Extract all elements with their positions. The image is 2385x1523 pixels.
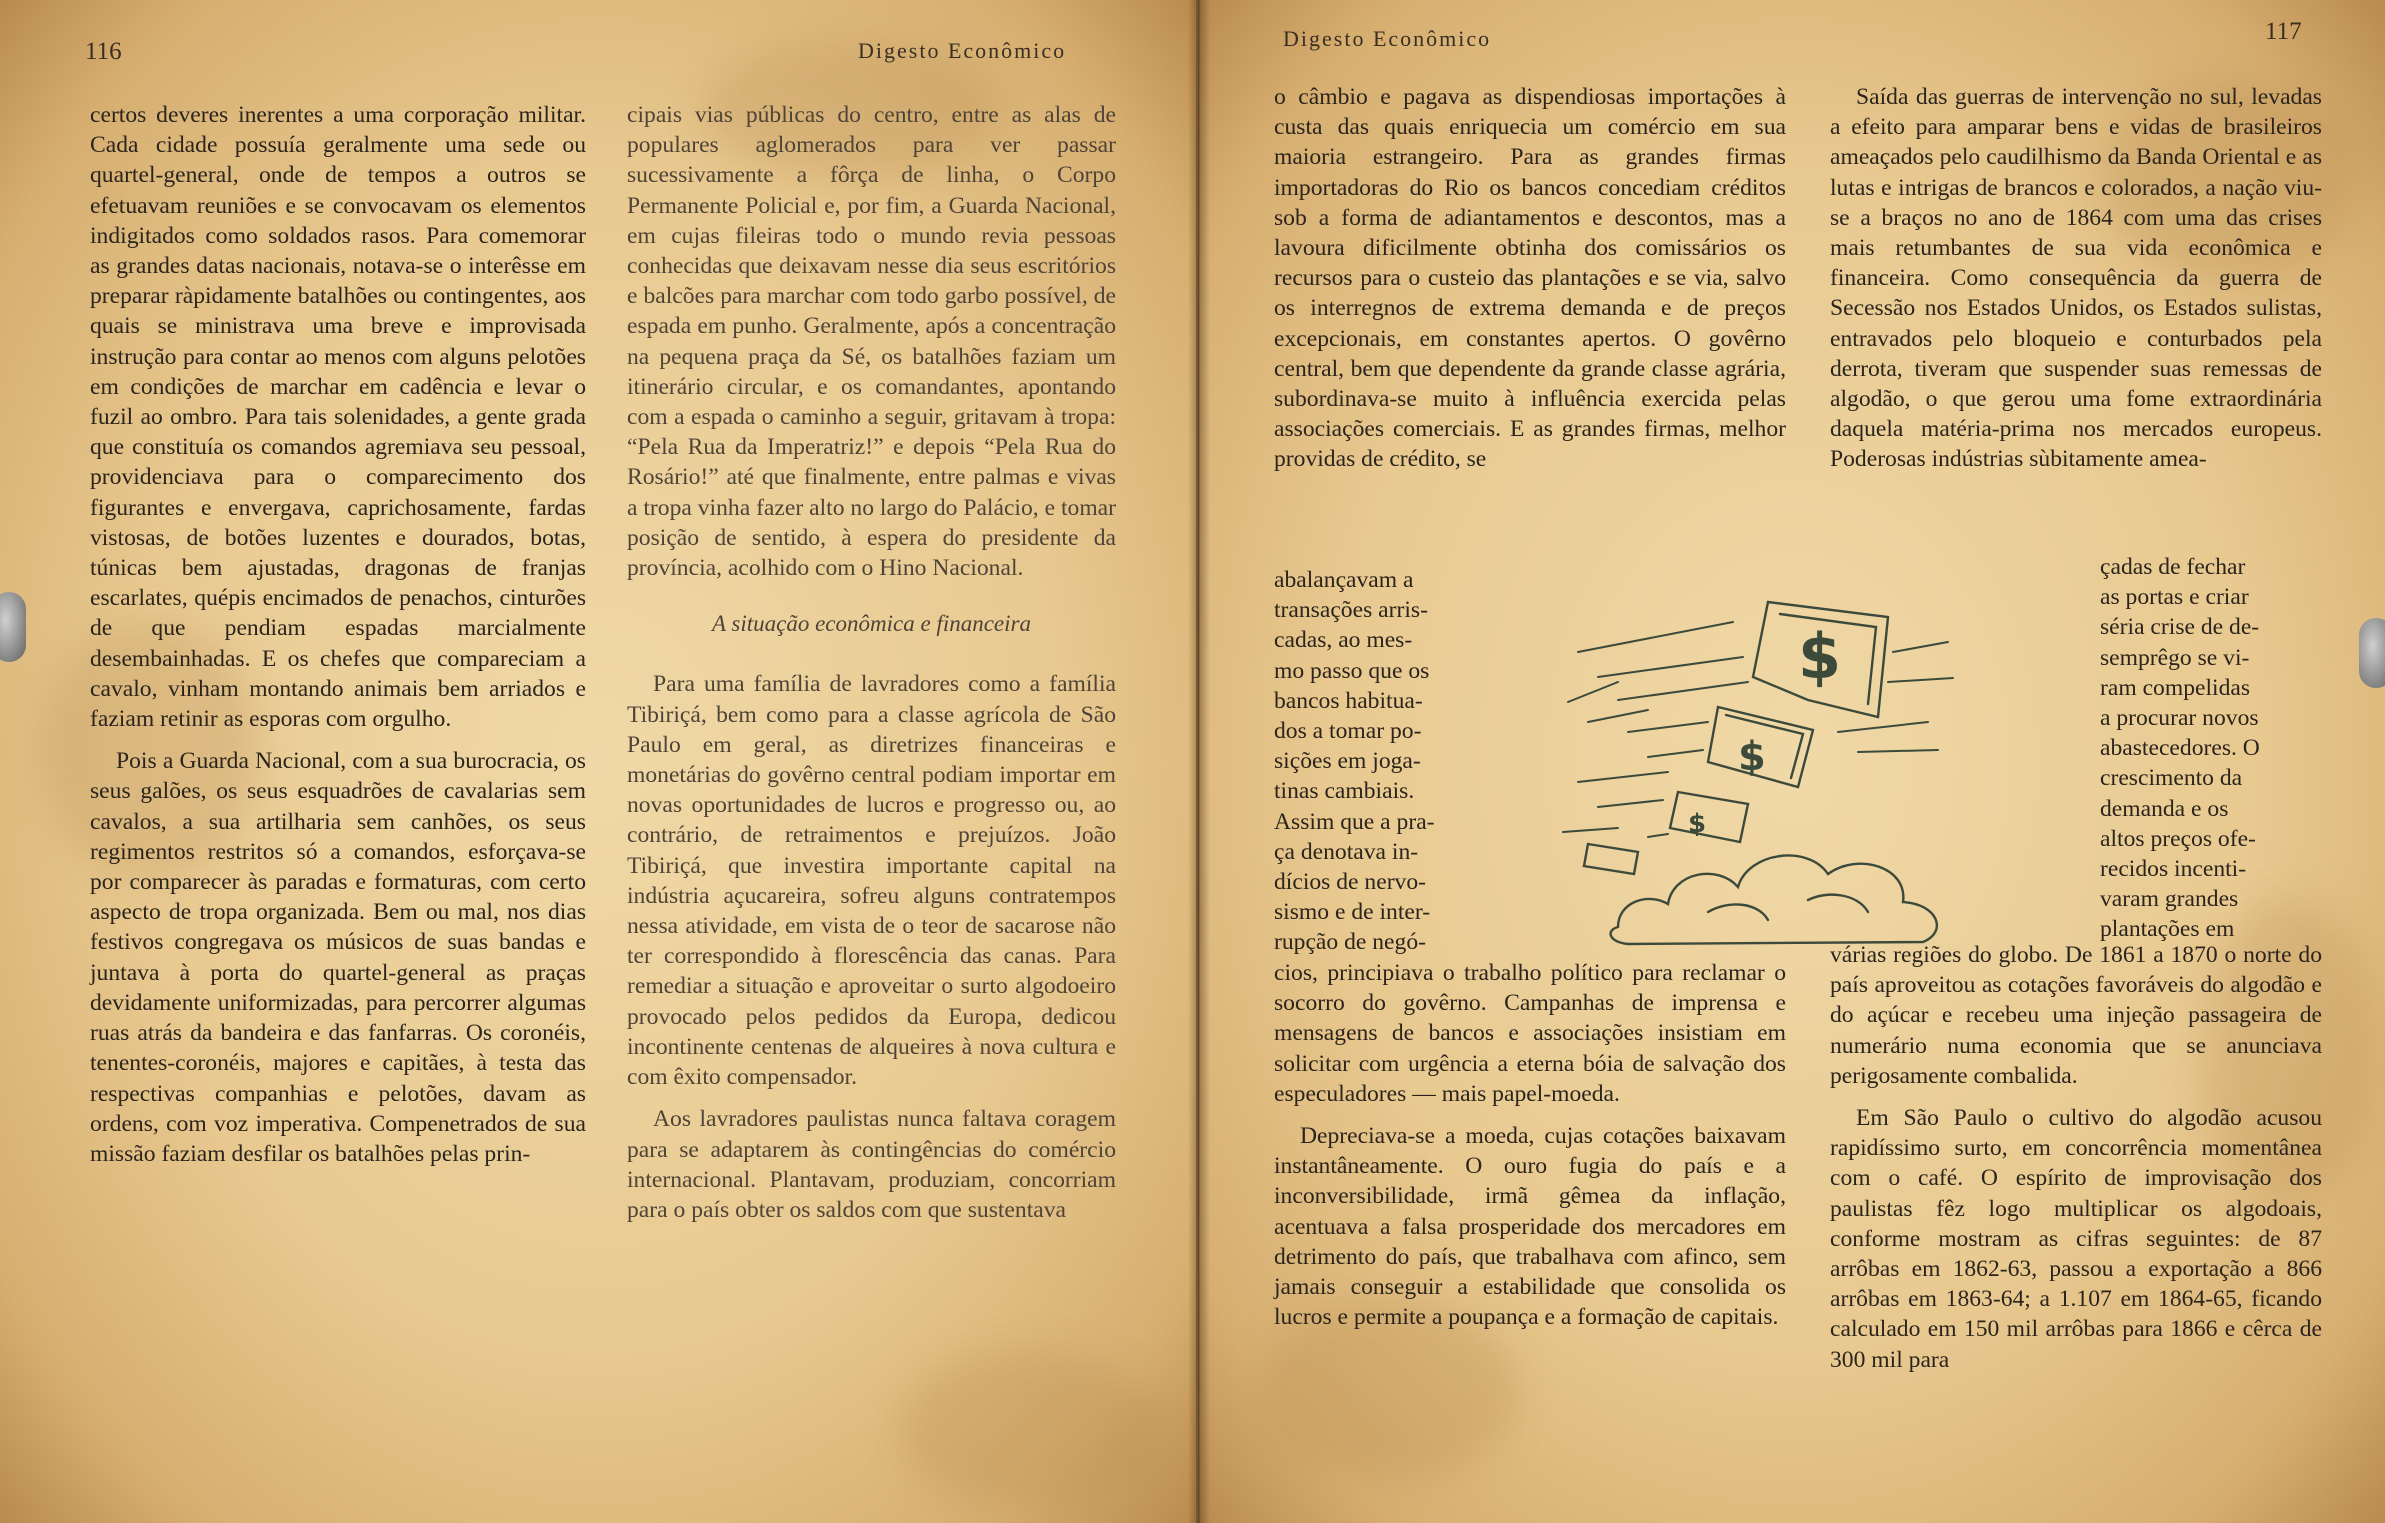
paragraph: certos deveres inerentes a uma corporação militar. Cada cidade possuía geralmente uma sede ou quartel-general, onde de tempos a outros se efetuavam reuniões e se convocavam os elementos indigitados como soldados rasos. Para comemorar as grandes datas nacionais, notava-se o interêsse em preparar ràpidamente batalhões ou contingentes, aos quais se ministrava uma breve e improvisada instrução para contar ao menos com alguns pelotões em condições de marchar em cadência e levar o fuzil ao ombro. Para tais solenidades, a gente grada que constituía os comandos agremiava seu pessoal, providenciava para o comparecimento dos figurantes e envergava, caprichosamente, fardas vistosas, de botões luzentes e dourados, botas, túnicas bem ajustadas, dragonas de franjas escarlates, quépis encimados de penachos, cinturões de que pendiam espadas marcialmente desembainhadas. E os chefes que compareciam a cavalo, vinham montando animais bem arriados e faziam retinir as esporas com orgulho.: [90, 102, 586, 733]
wrap-line: abastecedores. O: [2100, 735, 2260, 762]
wrap-line: as portas e criar: [2100, 584, 2249, 611]
left-column-2: [627, 100, 1116, 1225]
paragraph: Saída das guerras de intervenção no sul, levadas a efeito para amparar bens e vidas de brasileiros ameaçados pelo caudilhismo da Banda Oriental e as lutas e intrigas de brancos e colorados, a nação viu-se a braços no ano de 1864 com uma das crises mais retumbantes de sua vida econômica e financeira. Como consequência da guerra de Secessão nos Estados Unidos, os Estados sulistas, entravados pelo bloqueio e conturbados pela derrota, tiveram que suspender suas remessas de algodão, o que gerou uma fome extraordinária daquela matéria-prima nos mercados europeus. Poderosas indústrias sùbitamente amea-: [1830, 84, 2322, 473]
right-column-2-wrap: [2100, 552, 2322, 945]
money-bill-middle: [1708, 707, 1813, 787]
paragraph: Em São Paulo o cultivo do algodão acusou rapidíssimo surto, em concorrência momentânea com o café. O espírito de improvisação dos paulistas fêz logo multiplicar os algodoais, conforme mostram as cifras seguintes: de 87 arrôbas em 1862-63, passou a exportação a 866 arrôbas em 1863-64; a 1.107 em 1864-65, ficando calculado em 150 mil arrôbas para 1866 e cêrca de 300 mil para: [1830, 1105, 2322, 1373]
right-column-1-bottom: [1274, 958, 1786, 1332]
wrap-line: sismo e de inter-: [1274, 899, 1431, 926]
paragraph: cios, principiava o trabalho político para reclamar o socorro do govêrno. Campanhas de imprensa e mensagens de bancos e associações insistiam em solicitar com urgência a eterna bóia de salvação dos especuladores — mais papel-moeda.: [1274, 960, 1786, 1107]
running-head-right: Digesto Econômico: [1283, 26, 1492, 51]
dollar-symbol: $: [1798, 620, 1842, 693]
wrap-line: tinas cambiais.: [1274, 778, 1415, 805]
paragraph: Pois a Guarda Nacional, com a sua burocracia, os seus galões, os seus esquadrões de cavalarias sem cavalos, a sua artilharia sem canhões, os seus regimentos restritos só a comandos, esforçava-se por comparecer às paradas e formaturas, com certo aspecto de tropa organizada. Bem ou mal, nos dias festivos congregava os músicos de suas bandas e juntava à porta do quartel-general as praças devidamente uniformizadas, para percorrer algumas ruas atrás da bandeira e das fanfarras. Os coronéis, tenentes-coronéis, majores e capitães, à testa das respectivas companhias e pelotões, davam as ordens, com voz imperativa. Compenetrados de sua missão faziam desfilar os batalhões pelas prin-: [90, 748, 586, 1167]
paragraph: várias regiões do globo. De 1861 a 1870 o norte do país aproveitou as cotações favoráveis do algodão e do açúcar e recebeu uma injeção passageira de numerário numa economia que se anunciava perigosamente combalida.: [1830, 942, 2322, 1089]
cloud: [1611, 855, 1937, 944]
money-bill-small: [1670, 792, 1748, 842]
wrap-line: cadas, ao mes-: [1274, 627, 1413, 654]
right-column-2-top: [1830, 82, 2322, 475]
wrap-line: dos a tomar po-: [1274, 718, 1422, 745]
wrap-line: demanda e os: [2100, 795, 2229, 822]
wrap-line: séria crise de de-: [2100, 614, 2260, 641]
dollar-symbol: $: [1688, 809, 1707, 839]
wrap-line: rupção de negó-: [1274, 929, 1426, 956]
binder-hole-right: [2359, 618, 2385, 688]
wrap-line: plantações em: [2100, 916, 2235, 943]
money-bill-large: [1753, 602, 1888, 717]
wrap-line: dícios de nervo-: [1274, 869, 1426, 896]
right-column-1-top: [1274, 82, 1786, 475]
wrap-line: ça denotava in-: [1274, 838, 1419, 865]
wrap-line: çadas de fechar: [2100, 554, 2246, 580]
wrap-line: sições em joga-: [1274, 748, 1421, 775]
wrap-line: varam grandes: [2100, 886, 2239, 913]
book-gutter: [1188, 0, 1210, 1523]
paragraph: Depreciava-se a moeda, cujas cotações baixavam instantâneamente. O ouro fugia do país e a inconversibilidade, irmã gêmea da inflação, acentuava a falsa prosperidade dos mercadores em detrimento do país, que trabalhava com afinco, sem jamais conseguir a estabilidade que consolida os lucros e permite a poupança e a formação de capitais.: [1274, 1123, 1786, 1331]
section-heading: A situação econômica e financeira: [712, 611, 1031, 637]
wrap-line: transações arris-: [1274, 597, 1428, 624]
wrap-line: recidos incenti-: [2100, 856, 2247, 883]
wrap-line: crescimento da: [2100, 765, 2243, 792]
dollar-symbol: $: [1738, 734, 1766, 780]
paragraph: Aos lavradores paulistas nunca faltava coragem para se adaptarem às contingências do comércio internacional. Plantavam, produziam, concorriam para o país obter os saldos com que sustentava: [627, 1106, 1116, 1223]
running-head-left: Digesto Econômico: [858, 38, 1067, 63]
wrap-line: ram compelidas: [2100, 674, 2251, 701]
wrap-line: Assim que a pra-: [1274, 808, 1435, 835]
wrap-line: a procurar novos: [2100, 705, 2259, 732]
paragraph: Para uma família de lavradores como a família Tibiriçá, bem como para a classe agrícola de São Paulo em geral, as diretrizes financeiras e monetárias do govêrno central podiam importar em novas oportunidades de lucros e progresso ou, ao contrário, de retraimentos e prejuízos. João Tibiriçá, que investira importante capital na indústria açucareira, sofreu alguns contratempos nessa atividade, em vista de o teor de sacarose não ter correspondido à florescência das canas. Para remediar a situação e aproveitar o surto algodoeiro provocado pelos pedidos da Europa, dedicou incontinente centenas de alqueires à nova cultura e com êxito compensador.: [627, 671, 1116, 1091]
wrap-line: bancos habitua-: [1274, 687, 1423, 714]
wrap-line: mo passo que os: [1274, 657, 1430, 684]
right-column-2-bottom: [1830, 940, 2322, 1375]
page-number-left: 116: [85, 38, 122, 65]
left-column-1: [90, 100, 586, 1169]
paragraph: o câmbio e pagava as dispendiosas importações à custa das quais enriquecia um comércio em sua maioria estrangeiro. Para as grandes firmas importadoras do Rio os bancos concediam créditos sob a forma de adiantamentos e descontos, mas a lavoura dificilmente obtinha dos comissários os recursos para o custeio das plantações e se via, salvo os interregnos de extrema demanda e de preços excepcionais, em constantes apertos. O govêrno central, bem que dependente da grande classe agrária, subordinava-se muito à influência exercida pelas associações comerciais. E as grandes firmas, melhor providas de crédito, se: [1274, 84, 1786, 473]
wrap-line: abalançavam a: [1274, 567, 1414, 593]
paragraph: cipais vias públicas do centro, entre as alas de populares aglomerados para ver passar sucessivamente a fôrça de linha, o Corpo Permanente Policial e, por fim, a Guarda Nacional, em cujas fileiras todo o mundo revia pessoas conhecidas que deixavam nesse dia seus escritórios e balcões para marchar com todo garbo possível, de espada em punho. Geralmente, após a concentração na pequena praça da Sé, os batalhões faziam um itinerário circular, e os comandantes, apontando com a espada o caminho a seguir, gritavam à tropa: “Pela Rua da Imperatriz!” e depois “Pela Rua do Rosário!” até que finalmente, entre palmas e vivas a tropa vinha fazer alto no largo do Palácio, e tomar posição de sentido, à espera do presidente da província, acolhido com o Hino Nacional.: [627, 102, 1116, 582]
right-column-1-wrap: [1274, 565, 1504, 958]
money-bill-tiny: [1584, 844, 1638, 874]
binder-hole-left: [0, 592, 26, 662]
wrap-line: semprêgo se vi-: [2100, 644, 2250, 671]
page-number-right: 117: [2265, 18, 2302, 45]
flying-money-bills-illustration: [1558, 582, 1958, 972]
wrap-line: altos preços ofe-: [2100, 825, 2256, 852]
